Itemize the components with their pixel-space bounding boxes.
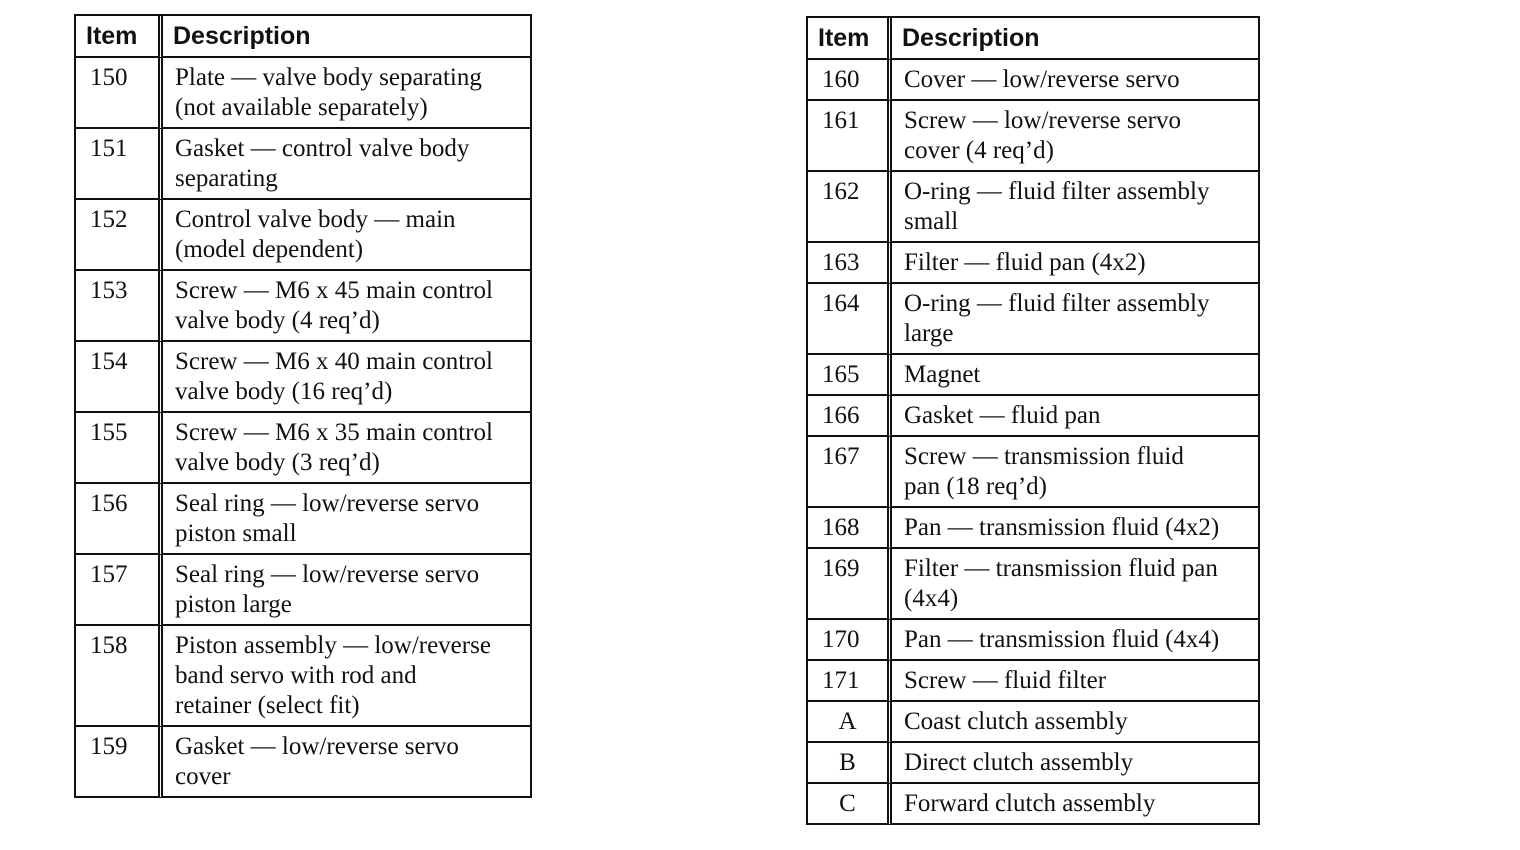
item-number: 164 <box>808 284 892 355</box>
description-header: Description <box>892 18 1260 60</box>
item-description: Seal ring — low/reverse servo piston large <box>163 555 532 626</box>
item-description: Gasket — low/reverse servo cover <box>163 727 532 798</box>
item-description: Control valve body — main (model dependent) <box>163 200 532 271</box>
table-row <box>808 101 1260 172</box>
table-row <box>76 626 532 727</box>
item-number: 153 <box>76 271 163 342</box>
item-number: 157 <box>76 555 163 626</box>
item-description: Plate — valve body separating (not available separately) <box>163 58 532 129</box>
item-description: O-ring — fluid filter assembly large <box>892 284 1260 355</box>
table-row <box>808 172 1260 243</box>
table-row <box>808 702 1260 743</box>
table-row <box>808 661 1260 702</box>
item-description: Screw — M6 x 40 main control valve body (16 req’d) <box>163 342 532 413</box>
item-number: 150 <box>76 58 163 129</box>
item-number: 158 <box>76 626 163 727</box>
item-number: 166 <box>808 396 892 437</box>
item-header: Item <box>808 18 892 60</box>
table-row <box>808 620 1260 661</box>
table-row <box>808 784 1260 825</box>
table-row <box>76 342 532 413</box>
item-number: 163 <box>808 243 892 284</box>
item-number: 156 <box>76 484 163 555</box>
item-number: 165 <box>808 355 892 396</box>
item-description: Filter — transmission fluid pan (4x4) <box>892 549 1260 620</box>
item-description: Coast clutch assembly <box>892 702 1260 743</box>
item-number: 171 <box>808 661 892 702</box>
table-row <box>76 200 532 271</box>
item-number: 162 <box>808 172 892 243</box>
table-row <box>76 58 532 129</box>
item-number: 168 <box>808 508 892 549</box>
table-row <box>808 60 1260 101</box>
item-number: 161 <box>808 101 892 172</box>
item-description: Screw — fluid filter <box>892 661 1260 702</box>
item-description: Screw — low/reverse servo cover (4 req’d) <box>892 101 1260 172</box>
header-row <box>76 16 532 58</box>
item-description: O-ring — fluid filter assembly small <box>892 172 1260 243</box>
item-description: Pan — transmission fluid (4x2) <box>892 508 1260 549</box>
item-description: Gasket — control valve body separating <box>163 129 532 200</box>
item-number: 154 <box>76 342 163 413</box>
item-letter: B <box>808 743 892 784</box>
parts-table-right <box>806 16 1260 825</box>
item-number: 151 <box>76 129 163 200</box>
item-number: 160 <box>808 60 892 101</box>
table-row <box>76 484 532 555</box>
description-header: Description <box>163 16 532 58</box>
item-description: Screw — M6 x 45 main control valve body (4 req’d) <box>163 271 532 342</box>
table-row <box>808 284 1260 355</box>
item-number: 169 <box>808 549 892 620</box>
item-description: Cover — low/reverse servo <box>892 60 1260 101</box>
item-description: Pan — transmission fluid (4x4) <box>892 620 1260 661</box>
item-description: Direct clutch assembly <box>892 743 1260 784</box>
table-row <box>808 355 1260 396</box>
table-row <box>808 396 1260 437</box>
header-row <box>808 18 1260 60</box>
table-row <box>808 743 1260 784</box>
item-description: Filter — fluid pan (4x2) <box>892 243 1260 284</box>
item-number: 155 <box>76 413 163 484</box>
table-row <box>808 437 1260 508</box>
item-number: 159 <box>76 727 163 798</box>
item-description: Gasket — fluid pan <box>892 396 1260 437</box>
table-row <box>808 549 1260 620</box>
table-row <box>76 271 532 342</box>
item-letter: A <box>808 702 892 743</box>
item-number: 152 <box>76 200 163 271</box>
item-number: 170 <box>808 620 892 661</box>
table-row <box>808 508 1260 549</box>
table-row <box>808 243 1260 284</box>
table-row <box>76 129 532 200</box>
item-description: Forward clutch assembly <box>892 784 1260 825</box>
item-description: Screw — transmission fluid pan (18 req’d) <box>892 437 1260 508</box>
item-description: Piston assembly — low/reverse band servo with rod and retainer (select fit) <box>163 626 532 727</box>
item-letter: C <box>808 784 892 825</box>
table-row <box>76 413 532 484</box>
table-row <box>76 555 532 626</box>
item-description: Magnet <box>892 355 1260 396</box>
parts-table-left <box>74 14 532 798</box>
item-description: Seal ring — low/reverse servo piston small <box>163 484 532 555</box>
table-row <box>76 727 532 798</box>
item-header: Item <box>76 16 163 58</box>
item-number: 167 <box>808 437 892 508</box>
item-description: Screw — M6 x 35 main control valve body (3 req’d) <box>163 413 532 484</box>
